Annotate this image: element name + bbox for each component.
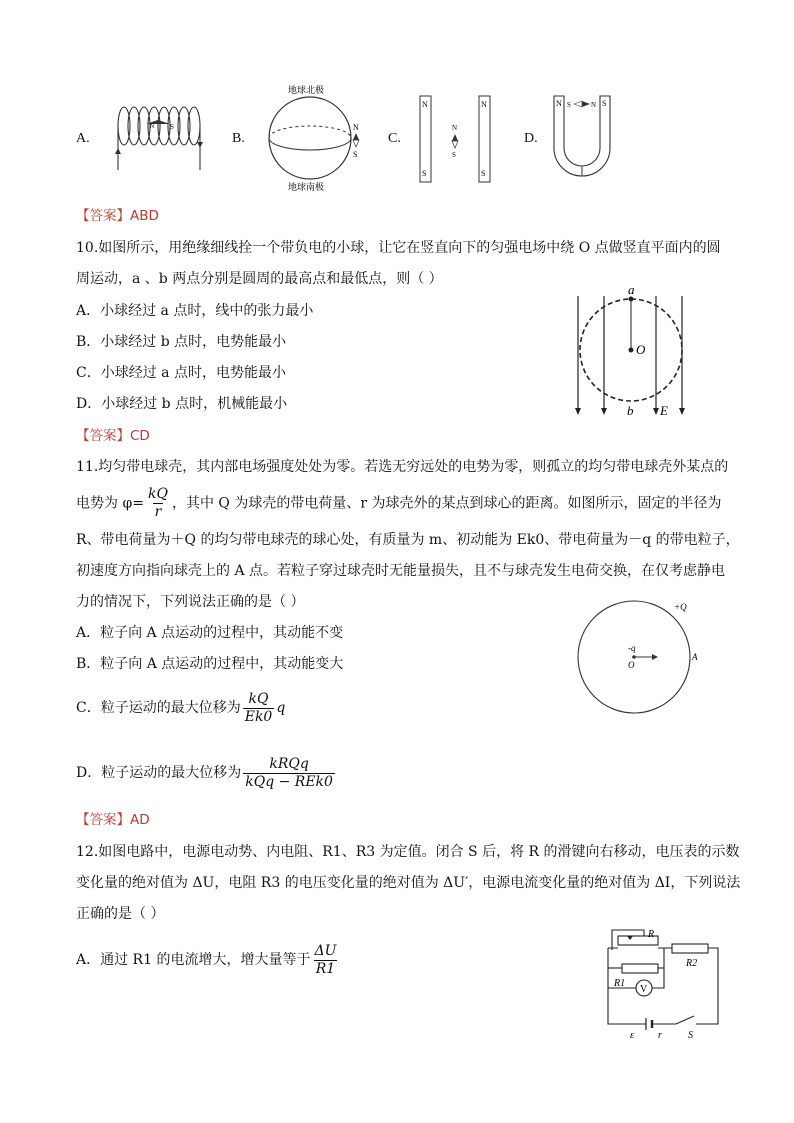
svg-text:N: N [422,100,428,109]
q10-option-b: B．小球经过 b 点时，电势能最小 [76,334,287,350]
svg-text:N: N [481,100,487,109]
svg-text:+Q: +Q [674,602,687,612]
u-magnet-figure [548,92,618,184]
svg-text:S: S [481,169,486,178]
svg-text:N: N [353,123,359,132]
q10-option-c: C．小球经过 a 点时，电势能最小 [76,365,286,381]
svg-text:S: S [567,101,571,109]
q10-option-d: D．小球经过 b 点时，机械能最小 [76,396,288,412]
option-b-label: B. [232,131,245,146]
q12-stem-line2: 变化量的绝对值为 ΔU，电阻 R3 的电压变化量的绝对值为 ΔU′，电源电流变化量的绝对值为 ΔI，下列说法 [76,875,741,891]
q9-answer: 【答案】ABD [76,208,159,224]
svg-text:-q: -q [628,643,636,653]
q11-stem-line3: R、带电荷量为＋Q 的均匀带电球壳的球心处，有质量为 m、初动能为 Ek0、带电荷量为－q 的带电粒子， [76,532,740,548]
q11-option-c: C．粒子运动的最大位移为 $\frac{kQ}{Ek0}$ q [76,690,286,725]
q11-stem-line5: 力的情况下，下列说法正确的是（ ） [76,594,305,610]
svg-text:N: N [452,124,458,132]
q12-stem-line1: 12.如图电路中，电源电动势、内电阻、R1、R3 为定值。闭合 S 后，将 R 的滑键向右移动，电压表的示数 [76,844,740,860]
svg-text:S: S [602,99,607,108]
svg-text:A: A [692,652,698,662]
svg-text:O: O [628,660,635,670]
svg-text:S: S [452,151,456,159]
svg-text:O: O [636,342,646,357]
option-a-label: A. [76,131,90,146]
phi-fraction: $\frac{kQ}{r}$ [147,486,168,520]
q10-option-a: A．小球经过 a 点时，线中的张力最小 [76,303,314,319]
q12-circuit-figure [600,926,730,1040]
coil-figure [108,98,218,178]
q12-stem-line3: 正确的是（ ） [76,906,165,922]
svg-text:R1: R1 [614,978,626,989]
q11-option-b: B．粒子向 A 点运动的过程中，其动能变大 [76,656,344,672]
q10-stem-line1: 10.如图所示，用绝缘细线拴一个带负电的小球，让它在竖直向下的匀强电场中绕 O 点做竖直平面内的圆 [76,240,721,256]
svg-text:地球北极: 地球北极 [288,85,325,95]
svg-text:ε: ε [630,1029,635,1040]
bar-magnets-figure [412,92,502,187]
svg-text:N: N [591,101,597,109]
q10-answer: 【答案】CD [76,428,150,444]
svg-text:R: R [648,929,655,940]
option-c-label: C. [388,131,401,146]
option-d-label: D. [524,131,538,146]
q11-option-d: D．粒子运动的最大位移为 $\frac{\text{kRQq}}{\text{kQq − REk0}}$ [76,755,333,790]
earth-figure [258,82,378,194]
q11-stem-line2: 电势为 φ= $\frac{kQ}{r}$ ，其中 Q 为球壳的带电荷量、r 为球壳外的某点到球心的距离。如图所示，固定的半径为 [76,486,722,520]
q11-stem-line1: 11.均匀带电球壳，其内部电场强度处处为零。若选无穷远处的电势为零，则孤立的均匀带电球壳外某点的 [76,459,729,475]
q11-answer: 【答案】AD [76,812,150,828]
svg-text:V: V [640,984,648,995]
q11-stem-line4: 初速度方向指向球壳上的 A 点。若粒子穿过球壳时无能量损失，且不与球壳发生电荷交换，在仅考虑静电 [76,563,726,579]
svg-text:b: b [627,403,634,418]
svg-text:S: S [688,1030,693,1040]
q10-stem-line2: 周运动，a 、b 两点分别是圆周的最高点和最低点，则（ ） [76,271,443,287]
svg-text:N: N [556,99,562,108]
q12-option-a: A．通过 R1 的电流增大，增大量等于 $\frac{\Delta U}{R1}$ [76,942,337,977]
svg-text:E: E [660,403,668,418]
q11-shell-figure [572,596,702,720]
q10-field-circle-figure [566,282,696,420]
svg-text:S: S [422,169,427,178]
svg-text:r: r [658,1030,662,1040]
svg-text:地球南极: 地球南极 [288,182,325,192]
svg-text:S: S [353,150,358,159]
svg-text:S: S [170,123,174,131]
svg-text:a: a [628,282,635,297]
svg-text:N: N [150,124,155,130]
q11-option-a: A．粒子向 A 点运动的过程中，其动能不变 [76,625,344,641]
svg-text:R2: R2 [686,958,698,969]
